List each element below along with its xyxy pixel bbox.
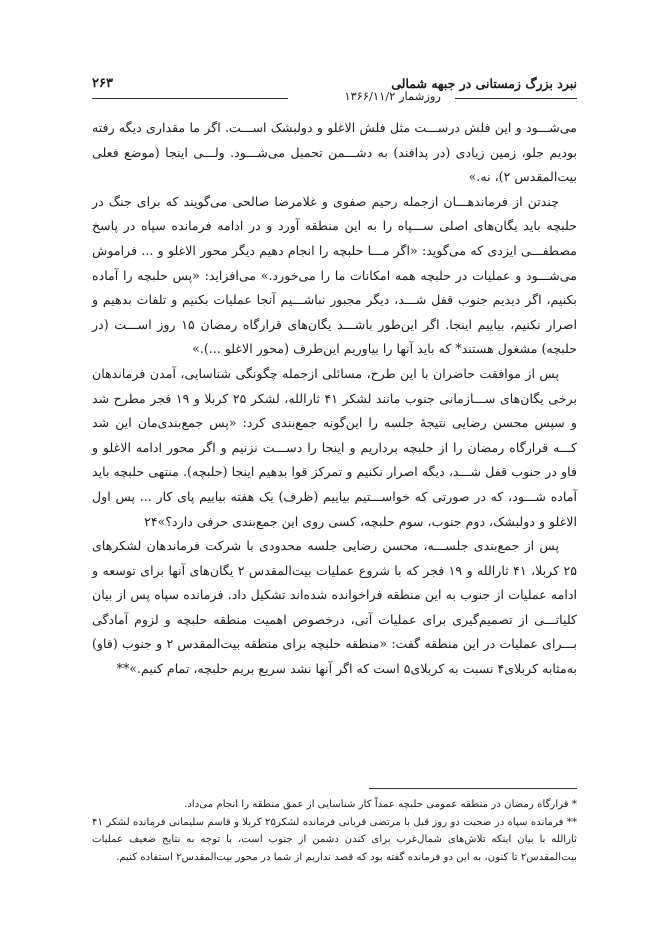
header-rule-left	[92, 98, 288, 99]
footnote-separator	[369, 788, 577, 789]
paragraph: چندتن از فرماندهـــان ازجمله رحیم صفوی و غلامرضا صالحی می‌گویند که برای جنگ در حلبچه باید یگان‌های اصلی ســـپاه را به این منطقه آورد و در ادامه فرمانده سپاه در پاسخ مصطفـــی ایزدی که می‌گوید: «اگر مـــا حلبچه را انجام دهیم دیگر محور الاغلو و ... فراموش می‌شـــود و عملیات در حلبچه همه امکانات ما را می‌خورد.» می‌افزاید: «پس حلبچه را آماده بکنیم، اگر دیدیم جنوب قفل شـــد، دیگر مجبور نباشـــیم آنجا عملیات بکنیم و تلفات بدهیم و اصرار نکنیم، بیاییم اینجا. اگر این‌طور باشـــد یگان‌های قرارگاه رمضان ۱۵ روز اســـت (در حلبچه) مشغول هستند* که باید آنها را بیاوریم این‌طرف (محور الاغلو ...).»	[92, 193, 578, 357]
book-title: نبرد بزرگ زمستانی در جبهه شمالی	[391, 76, 577, 91]
footnote: ** فرمانده سپاه در صحبت دو روز قبل با مرتضی قربانی فرمانده لشکر۲۵ کربلا و قاسم سلیمانی فرمانده لشکر ۴۱ ثارالله با بیان اینکه تلاش‌های شمال‌غرب برای کندن دشمن از جنوب است، با توجه به نتایج ضعیف عملیات بیت‌المقدس۲ تا کنون، به این دو فرمانده گفته بود که قصد نداریم از شما در محور بیت‌المقدس۲ استفاده کنیم.	[92, 816, 577, 863]
paragraph: پس از جمع‌بندی جلســـه، محسن رضایی جلسه محدودی با شرکت فرماندهان لشکرهای ۲۵ کربلا، ۴۱ ثارالله و ۱۹ فجر که با شروع عملیات بیت‌المقدس ۲ یگان‌های آنها برای توسعه و ادامه عملیات از جنوب به این منطقه فراخوانده شده‌اند تشکیل داد. فرمانده سپاه پس از بیان کلیاتـــی از تصمیم‌گیری برای عملیات آتی، درخصوص اهمیت منطقه حلبچه و لزوم آمادگی بـــرای عملیات در این منطقه گفت: «منطقه حلبچه برای منطقه بیت‌المقدس ۲ و جنوب (فاو) به‌مثابه کربلای۴ نسبت به کربلای۵ است که اگر آنها نشد سریع بریم حلبچه، تمام کنیم.»**	[92, 538, 577, 677]
footnote: * قرارگاه رمضان در منطقه عمومی حلبچه عمداً کار شناسایی از عمق منطقه را انجام می‌داد.	[184, 799, 577, 810]
footnotes	[92, 796, 577, 866]
paragraph: می‌شـــود و این فلش درســـت مثل فلش الاغلو و دولبشک اســـت. اگر ما مقداری دیگه رفته بودیم جلو، زمین زیادی (در پدافند) به دشـــمن تحمیل می‌شـــود. ولـــی اینجا (موضع فعلی بیت‌المقدس ۲)، نه.»	[92, 120, 577, 185]
page-number: ۲۶۳	[92, 76, 113, 91]
header-rule-right	[455, 98, 577, 99]
journal-date: روزشمار ۱۳۶۶/۱۱/۲	[344, 89, 441, 103]
running-header	[92, 76, 577, 110]
main-text	[92, 116, 577, 682]
paragraph: پس از موافقت حاضران با این طرح، مسائلی ازجمله چگونگی شناسایی، آمدن فرماندهان برخی یگان‌های ســـازمانی جنوب مانند لشکر ۴۱ ثارالله، لشکر ۲۵ کربلا و ۱۹ فجر مطرح شد و سپس محسن رضایی نتیجهٔ جلسه را این‌گونه جمع‌بندی کرد: «پس جمع‌بندی‌مان این شد کـــه قرارگاه رمضان را از حلبچه برداریم و اینجا را دســـت نزنیم و اگر محور ادامه الاغلو و فاو در جنوب قفل شـــد، دیگه اصرار نکنیم و تمرکز قوا بدهیم اینجا (حلبچه). منتهی حلبچه باید آماده شـــود، که در صورتی که خواســـتیم بیاییم (ظرف) یک هفته بیاییم پای کار ... پس اول الاغلو و دولبشک، دوم جنوب، سوم حلبچه، کسی روی این جمع‌بندی حرفی دارد؟»۲۴	[92, 365, 577, 529]
